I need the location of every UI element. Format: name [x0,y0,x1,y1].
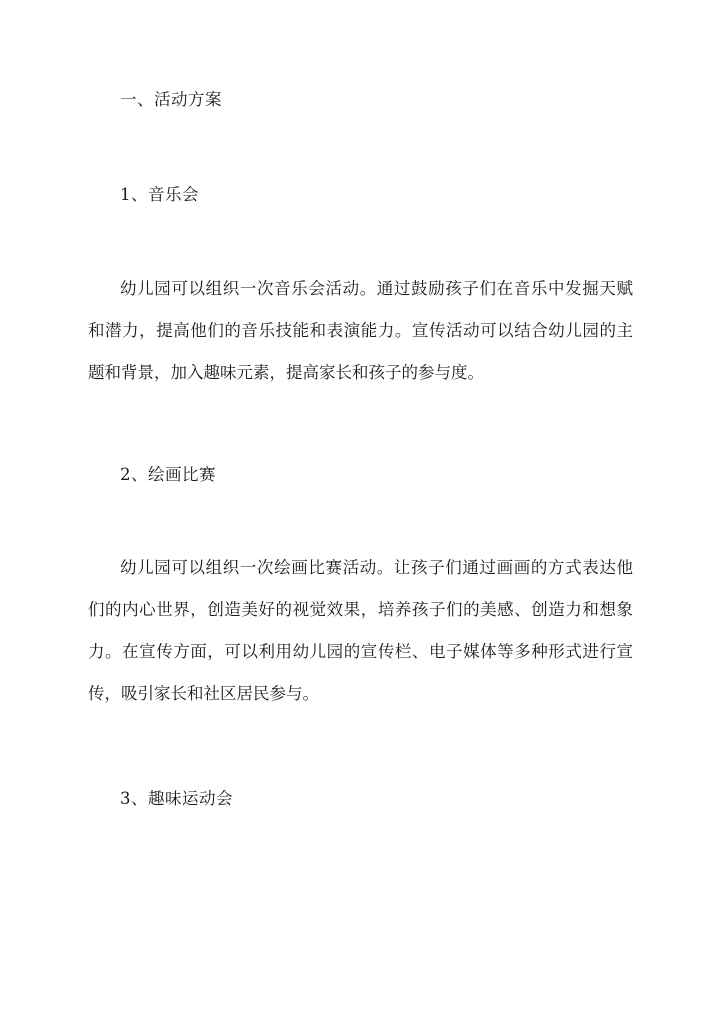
paragraph-line: 幼儿园可以组织一次音乐会活动。通过鼓励孩子们在音乐中发掘天赋 [120,279,633,298]
paragraph-line: 传，吸引家长和社区居民参与。 [88,684,319,703]
paragraph-line: 幼儿园可以组织一次绘画比赛活动。让孩子们通过画画的方式表达他 [120,558,633,577]
paragraph-line: 题和背景，加入趣味元素，提高家长和孩子的参与度。 [88,363,484,382]
paragraph-line: 们的内心世界，创造美好的视觉效果，培养孩子们的美感、创造力和想象 [88,600,633,619]
item-heading-sports: 3、趣味运动会 [120,789,233,808]
section-heading: 一、活动方案 [120,90,222,109]
item-heading-concert: 1、音乐会 [120,185,199,204]
paragraph-line: 和潜力，提高他们的音乐技能和表演能力。宣传活动可以结合幼儿园的主 [88,321,633,340]
paragraph-line: 力。在宣传方面，可以利用幼儿园的宣传栏、电子媒体等多种形式进行宣 [88,642,633,661]
item-heading-painting: 2、绘画比赛 [120,465,216,484]
